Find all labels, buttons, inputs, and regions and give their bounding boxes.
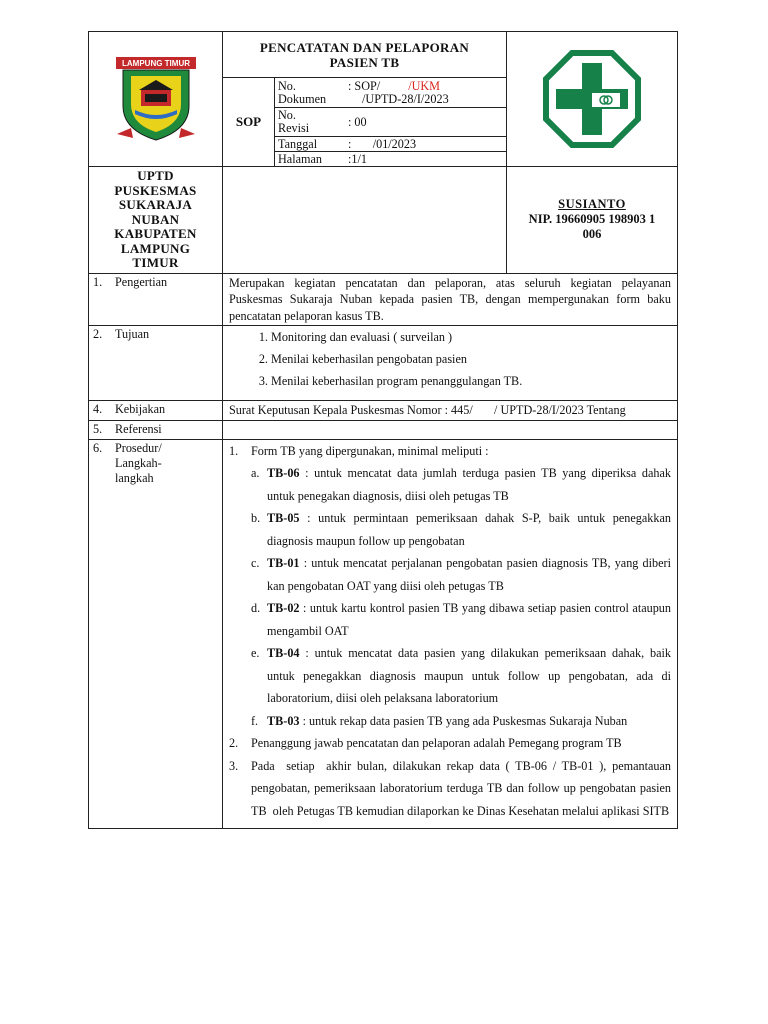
procedure-step: 3. Pada setiap akhir bulan, dilakukan rekap data ( TB-06 / TB-01 ), pemantauan pengobatan, pemeriksaan laboratorium terduga TB dan follow up pengobatan pasien TB oleh Petugas TB kemudian dilaporkan ke Dinas Kesehatan melalui aplikasi SITB bbox=[229, 758, 675, 818]
meta-row-page bbox=[275, 152, 507, 167]
list-item: 2. Menilai keberhasilan pengobatan pasien bbox=[271, 348, 677, 370]
meta-value-red: /UKM bbox=[408, 78, 441, 93]
title-line-1: PENCATATAN DAN PELAPORAN bbox=[259, 39, 470, 55]
title-line-2: PASIEN TB bbox=[329, 54, 400, 70]
unit-name: UPTD PUSKESMAS SUKARAJA NUBAN KABUPATEN LAMPUNG TIMUR bbox=[89, 167, 223, 274]
tujuan-list bbox=[223, 326, 677, 392]
label-tujuan: Tujuan bbox=[115, 327, 150, 341]
list-item: 3. Menilai keberhasilan program penanggulangan TB. bbox=[271, 370, 677, 392]
row-pengertian: 1. Pengertian Merupakan kegiatan pencatatan dan pelaporan, atas seluruh kegiatan pelayanan Puskesmas Sukaraja Nuban kepada pasien TB, dengan mempergunakan form baku pencatatan pelaporan kasus TB. bbox=[89, 273, 678, 326]
meta-value: : SOP/ bbox=[348, 78, 381, 93]
meta-value: /UPTD-28/I/2023 bbox=[362, 91, 449, 106]
label-pengertian: Pengertian bbox=[115, 274, 168, 289]
puskesmas-logo-icon bbox=[542, 49, 642, 149]
signature-block bbox=[507, 167, 678, 274]
meta-value: : /01/2023 bbox=[348, 136, 417, 151]
row-referensi: 5. Referensi bbox=[89, 420, 678, 439]
pengertian-text: Merupakan kegiatan pencatatan dan pelaporan, atas seluruh kegiatan pelayanan Puskesmas Sukaraja Nuban kepada pasien TB, dengan mempergunakan form baku pencatatan pelaporan kasus TB. bbox=[223, 273, 678, 326]
header-table bbox=[88, 31, 678, 274]
meta-key: No. bbox=[278, 108, 296, 122]
blank-cell bbox=[223, 167, 507, 274]
regency-logo-cell bbox=[89, 32, 223, 167]
meta-value: : 00 bbox=[348, 114, 367, 129]
meta-key: Revisi bbox=[278, 121, 310, 135]
label-referensi: Referensi bbox=[115, 421, 162, 436]
meta-key: Halaman bbox=[278, 151, 322, 166]
sop-label: SOP bbox=[223, 78, 275, 167]
form-item-tb05: b. TB-05 : untuk permintaan pemeriksaan dahak S-P, baik untuk penegakkan diagnosis maupun follow up pengobatan bbox=[251, 511, 671, 548]
puskesmas-logo-cell bbox=[507, 32, 678, 167]
label-kebijakan: Kebijakan bbox=[115, 402, 166, 416]
form-item-tb03: f. TB-03 : untuk rekap data pasien TB yang ada Puskesmas Sukaraja Nuban bbox=[251, 713, 628, 728]
list-item: 1. Monitoring dan evaluasi ( surveilan ) bbox=[271, 326, 677, 348]
form-item-tb02: d. TB-02 : untuk kartu kontrol pasien TB yang dibawa setiap pasien control ataupun mengambil OAT bbox=[251, 601, 671, 638]
meta-key: No. bbox=[278, 78, 296, 93]
lampung-timur-emblem-icon bbox=[111, 54, 201, 144]
procedure-step: 1. Form TB yang dipergunakan, minimal meliputi : bbox=[229, 443, 489, 458]
referensi-text bbox=[223, 420, 678, 439]
procedure-step: 2. Penanggung jawab pencatatan dan pelaporan adalah Pemegang program TB bbox=[229, 736, 622, 750]
meta-value: :1/1 bbox=[348, 151, 367, 166]
prosedur-content bbox=[223, 439, 678, 829]
body-table bbox=[88, 273, 678, 830]
emblem-banner-text: LAMPUNG TIMUR bbox=[121, 59, 190, 68]
form-item-tb01: c. TB-01 : untuk mencatat perjalanan pengobatan pasien diagnosis TB, yang diberi kan pengobatan OAT yang diisi oleh petugas TB bbox=[251, 556, 671, 593]
signer-nip: NIP. 19660905 198903 1 bbox=[528, 212, 656, 227]
row-tujuan: 2. Tujuan 1. Monitoring dan evaluasi ( surveilan ) 2. Menilai keberhasilan pengobatan pasien 3. Menilai keberhasilan program penanggulangan TB. bbox=[89, 326, 678, 401]
meta-row-document-no bbox=[275, 78, 507, 108]
sop-document bbox=[88, 31, 677, 829]
meta-key: Tanggal bbox=[278, 136, 318, 151]
signer-name: SUSIANTO bbox=[558, 197, 626, 212]
row-prosedur: 6. Prosedur/ Langkah- langkah 1. Form TB yang dipergunakan, minimal meliputi : a. TB-06 : untuk mencatat data jumlah terduga pasien TB yang diperiksa dahak untuk penegakan diagnosis, diisi oleh petugas TB b. TB-05 : untuk permintaan pemeriksaan dahak S-P, baik untuk penegakkan diagnosis maupun follow up pengobatan c. TB-01 : untuk mencatat perjalanan pengobatan pasien diagnosis TB, yang diberi kan pengobatan OAT yang diisi oleh petugas TB d. TB-02 : untuk kartu kontrol pasien TB yang dibawa setiap pasien control ataupun mengambil OAT e. TB-04 : untuk mencatat data pasien yang dilakukan pemeriksaan dahak, baik untuk penegakkan diagnosis maupun untuk follow up pengobatan, ada di laboratorium, diisi oleh pelaksana laboratorium f. TB-03 : untuk rekap data pasien TB yang ada Puskesmas Sukaraja Nuban 2. Penanggung jawab pencatatan dan pelaporan adalah Pemegang program TB 3. Pada setiap akhir bulan, dilakukan rekap data ( TB-06 / TB-01 ), pemantauan pengobatan, pemeriksaan laboratorium terduga TB dan follow up pengobatan pasien TB oleh Petugas TB kemudian dilaporkan ke Dinas Kesehatan melalui aplikasi SITB bbox=[89, 439, 678, 829]
meta-key: Dokumen bbox=[278, 91, 327, 106]
row-kebijakan: 4. Kebijakan Surat Keputusan Kepala Puskesmas Nomor : 445/ / UPTD-28/I/2023 Tentang bbox=[89, 401, 678, 421]
kebijakan-text: Surat Keputusan Kepala Puskesmas Nomor : 445/ / UPTD-28/I/2023 Tentang bbox=[223, 401, 678, 421]
meta-row-revision bbox=[275, 108, 507, 137]
signer-nip-cont: 006 bbox=[582, 227, 602, 242]
label-prosedur: Prosedur/ Langkah- langkah bbox=[115, 440, 162, 485]
form-item-tb04: e. TB-04 : untuk mencatat data pasien yang dilakukan pemeriksaan dahak, baik untuk penegakkan diagnosis maupun untuk follow up pengobatan, ada di laboratorium, diisi oleh pelaksana laboratorium bbox=[251, 646, 671, 705]
document-title bbox=[223, 32, 507, 78]
meta-row-date bbox=[275, 137, 507, 152]
form-item-tb06: a. TB-06 : untuk mencatat data jumlah terduga pasien TB yang diperiksa dahak untuk penegakan diagnosis, diisi oleh petugas TB bbox=[251, 466, 671, 503]
